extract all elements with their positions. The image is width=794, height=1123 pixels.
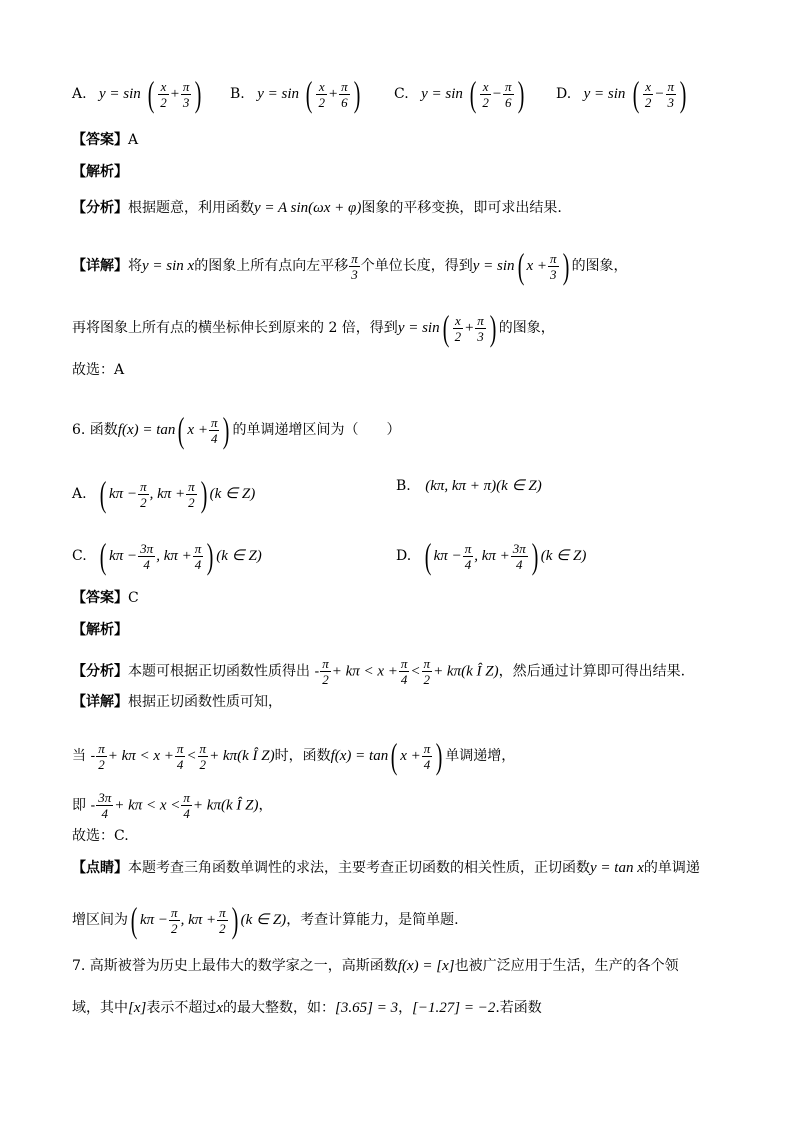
right-paren: ) (435, 736, 443, 776)
formula: , kπ + (156, 548, 192, 564)
formula: (k ∈ Z) (240, 912, 287, 928)
formula: kπ − (433, 548, 462, 564)
text: 个单位长度，得到 (360, 258, 473, 274)
text: 的单调递 (643, 860, 700, 876)
fraction: $\frac{x}{2}$ (454, 312, 462, 344)
q6-option-d (396, 538, 586, 574)
text: 即 - (72, 797, 96, 814)
text: .若函数 (495, 1000, 542, 1016)
text: 表示不超过 (146, 1000, 217, 1016)
text: 单调递增， (445, 748, 516, 764)
formula: kπ − (109, 548, 138, 564)
formula: + kπ < x + (331, 663, 398, 680)
q5-detail-line2: 再将图象上所有点的横坐标伸长到原来的 2 倍，得到y = sin( $\frac{x}{2}$ + $\frac{\pi}{3}$ ) 的图象， (72, 308, 555, 348)
formula: , kπ + (149, 486, 186, 502)
text: ，然后通过计算即可得出结果. (498, 663, 686, 680)
text: 的图象上所有点向左平移 (194, 258, 349, 274)
formula: (kπ, kπ + π)(k ∈ Z) (425, 478, 542, 494)
formula: x + (400, 748, 421, 764)
q5-option-d (556, 76, 689, 112)
fraction: $\frac{\pi}{2}$ (188, 478, 195, 510)
q5-analysis-label (72, 162, 734, 182)
text: 的最大整数，如： (223, 1000, 336, 1016)
text: 本题考查三角函数单调性的求法，主要考查正切函数的相关性质，正切函数 (128, 860, 590, 876)
formula: [x] (128, 1000, 147, 1016)
operator: − (654, 86, 665, 102)
fraction: $\frac{\pi}{4}$ (183, 790, 190, 821)
fraction: $\frac{x}{2}$ (482, 78, 489, 110)
right-paren: ) (531, 536, 539, 576)
formula: < (410, 663, 421, 680)
formula: (k ∈ Z) (216, 548, 262, 564)
fraction: $\frac{\pi}{4}$ (423, 740, 431, 772)
left-paren: ( (390, 736, 398, 776)
text: 增区间为 (72, 912, 128, 928)
q6-ie (72, 790, 734, 821)
text: 将 (128, 258, 142, 274)
right-paren: ) (231, 900, 238, 940)
q5-option-c (394, 76, 527, 112)
formula: , kπ + (180, 912, 217, 928)
formula: kπ − (109, 486, 138, 502)
detail-label: 【详解】 (72, 258, 128, 274)
option-formula: y = sin (99, 86, 141, 102)
operator: − (491, 86, 502, 102)
text: 的图象， (498, 320, 555, 336)
left-paren: ( (517, 246, 524, 286)
formula: < (186, 748, 197, 764)
answer-label: 【答案】 (72, 590, 128, 606)
option-letter: C. (72, 548, 87, 564)
fraction: $\frac{\pi}{4}$ (176, 740, 184, 772)
answer-value: C (128, 590, 139, 606)
right-paren: ) (223, 410, 230, 450)
text: 再将图象上所有点的横坐标伸长到原来的 2 倍，得到 (72, 320, 398, 336)
right-paren: ) (679, 74, 687, 114)
fenxi-text: 图象的平移变换，即可求出结果. (361, 200, 562, 216)
q6-fenxi (72, 656, 734, 687)
fraction: $\frac{\pi}{2}$ (219, 904, 226, 936)
q5-detail-line1 (72, 248, 734, 284)
left-paren: ( (178, 410, 185, 450)
formula: f(x) = tan (330, 748, 389, 764)
left-paren: ( (442, 308, 449, 348)
text: ，考查计算能力，是简单题. (286, 912, 459, 928)
q5-fenxi (72, 198, 734, 218)
text: 的单调递增区间为（ ） (232, 422, 401, 438)
q6-answer (72, 588, 734, 608)
q6-when (72, 738, 734, 774)
q6-option-a (72, 476, 255, 512)
answer-label: 【答案】 (72, 132, 128, 148)
formula: y = tan x (590, 860, 644, 876)
fraction: $\frac{\pi}{2}$ (423, 656, 431, 687)
right-paren: ) (195, 74, 202, 114)
formula: f(x) = [x] (397, 958, 455, 974)
fraction: $\frac{\pi}{6}$ (505, 78, 512, 110)
q6-detail (72, 692, 734, 712)
choose-text: 故选：A (72, 362, 125, 378)
fraction: $\frac{\pi}{6}$ (341, 78, 348, 110)
dianjing-label: 【点睛】 (72, 860, 128, 876)
formula: y = sin (397, 320, 440, 336)
fraction: $\frac{\pi}{2}$ (171, 904, 178, 936)
fraction: $\frac{\pi}{3}$ (477, 312, 484, 344)
fraction: $\frac{\pi}{2}$ (199, 740, 207, 772)
fraction: $\frac{3\pi}{4}$ (98, 790, 112, 821)
q7-line1 (72, 956, 734, 976)
fraction: $\frac{\pi}{3}$ (550, 250, 557, 282)
option-letter: D. (396, 548, 412, 564)
text: 本题可根据正切函数性质得出 - (128, 663, 320, 680)
left-paren: ( (632, 74, 640, 114)
left-paren: ( (130, 900, 138, 940)
left-paren: ( (470, 74, 477, 114)
option-formula: y = sin (257, 86, 299, 102)
right-paren: ) (200, 474, 207, 514)
fraction: $\frac{x}{2}$ (160, 78, 167, 110)
analysis-label: 【解析】 (72, 622, 128, 638)
q5-choose (72, 360, 734, 380)
text: 域，其中 (72, 1000, 128, 1016)
option-letter: B. (396, 478, 411, 494)
q6-option-b (396, 476, 542, 496)
formula: x (216, 1000, 224, 1016)
formula: (k ∈ Z) (540, 548, 587, 564)
q7-line2 (72, 998, 734, 1018)
answer-value: A (128, 132, 139, 148)
text: 当 - (72, 748, 96, 764)
q6-stem (72, 412, 734, 448)
option-letter: A. (72, 86, 87, 102)
formula: kπ − (140, 912, 169, 928)
fenxi-text: 根据题意，利用函数 (128, 200, 254, 216)
fraction: $\frac{\pi}{4}$ (194, 540, 202, 572)
analysis-label: 【解析】 (72, 164, 128, 180)
option-letter: A. (72, 486, 87, 502)
formula: + kπ < x + (107, 748, 174, 764)
fraction: $\frac{\pi}{2}$ (322, 656, 329, 687)
choose-text: 故选：C. (72, 828, 129, 844)
q6-choose (72, 826, 734, 846)
formula: , kπ + (474, 548, 510, 564)
left-paren: ( (99, 474, 107, 514)
fraction: $\frac{x}{2}$ (318, 78, 325, 110)
formula: (k ∈ Z) (209, 486, 256, 502)
operator: + (169, 86, 180, 102)
left-paren: ( (99, 536, 107, 576)
text: 7. 高斯被誉为历史上最伟大的数学家之一，高斯函数 (72, 958, 398, 974)
right-paren: ) (489, 308, 497, 348)
right-paren: ) (206, 536, 214, 576)
fraction: $\frac{\pi}{2}$ (140, 478, 147, 510)
fraction: $\frac{\pi}{3}$ (351, 250, 358, 282)
option-formula: y = sin (583, 86, 626, 102)
formula: x + (526, 258, 548, 274)
option-letter: C. (394, 86, 409, 102)
fraction: $\frac{\pi}{4}$ (400, 656, 408, 687)
text: 也被广泛应用于生活，生产的各个领 (454, 958, 679, 974)
fraction: $\frac{x}{2}$ (644, 78, 652, 110)
question-number: 6. 函数 (72, 422, 118, 438)
text: ， (258, 797, 273, 814)
fraction: $\frac{\pi}{2}$ (98, 740, 105, 772)
text: 根据正切函数性质可知， (128, 694, 282, 710)
option-letter: B. (230, 86, 245, 102)
formula: + kπ(k Î Z) (192, 797, 259, 814)
text: 时，函数 (274, 748, 331, 764)
text: 的图象， (571, 258, 628, 274)
fraction: $\frac{3\pi}{4}$ (512, 540, 526, 572)
formula: + kπ(k Î Z) (209, 748, 275, 764)
right-paren: ) (517, 74, 524, 114)
fraction: $\frac{\pi}{4}$ (464, 540, 472, 572)
option-formula: y = sin (421, 86, 463, 102)
q6-option-c (72, 538, 262, 574)
q6-dianjing-line1 (72, 858, 734, 878)
formula: y = sin x (142, 258, 195, 274)
q5-option-b (230, 76, 363, 112)
right-paren: ) (562, 246, 569, 286)
text: ， (398, 1000, 413, 1016)
fraction: $\frac{\pi}{3}$ (667, 78, 675, 110)
fraction: $\frac{\pi}{4}$ (210, 414, 218, 446)
q5-option-a (72, 76, 204, 112)
formula: f(x) = tan (117, 422, 176, 438)
q6-analysis-label (72, 620, 734, 640)
left-paren: ( (306, 74, 313, 114)
fenxi-label: 【分析】 (72, 200, 128, 216)
fraction: $\frac{\pi}{3}$ (182, 78, 190, 110)
left-paren: ( (147, 74, 155, 114)
formula: + kπ < x < (114, 797, 181, 814)
formula: [−1.27] = −2 (412, 1000, 496, 1016)
fenxi-formula: y = A sin(ωx + φ) (254, 200, 362, 216)
formula: + kπ(k Î Z) (433, 663, 499, 680)
option-letter: D. (556, 86, 572, 102)
right-paren: ) (353, 74, 360, 114)
formula: x + (187, 422, 208, 438)
q6-dianjing-line2 (72, 902, 734, 938)
left-paren: ( (424, 536, 431, 576)
operator: + (327, 86, 339, 102)
fraction: $\frac{3\pi}{4}$ (140, 540, 154, 572)
q5-answer (72, 130, 734, 150)
fenxi-label: 【分析】 (72, 663, 128, 680)
detail-label: 【详解】 (72, 694, 128, 710)
formula: y = sin (472, 258, 515, 274)
formula: [3.65] = 3 (335, 1000, 399, 1016)
